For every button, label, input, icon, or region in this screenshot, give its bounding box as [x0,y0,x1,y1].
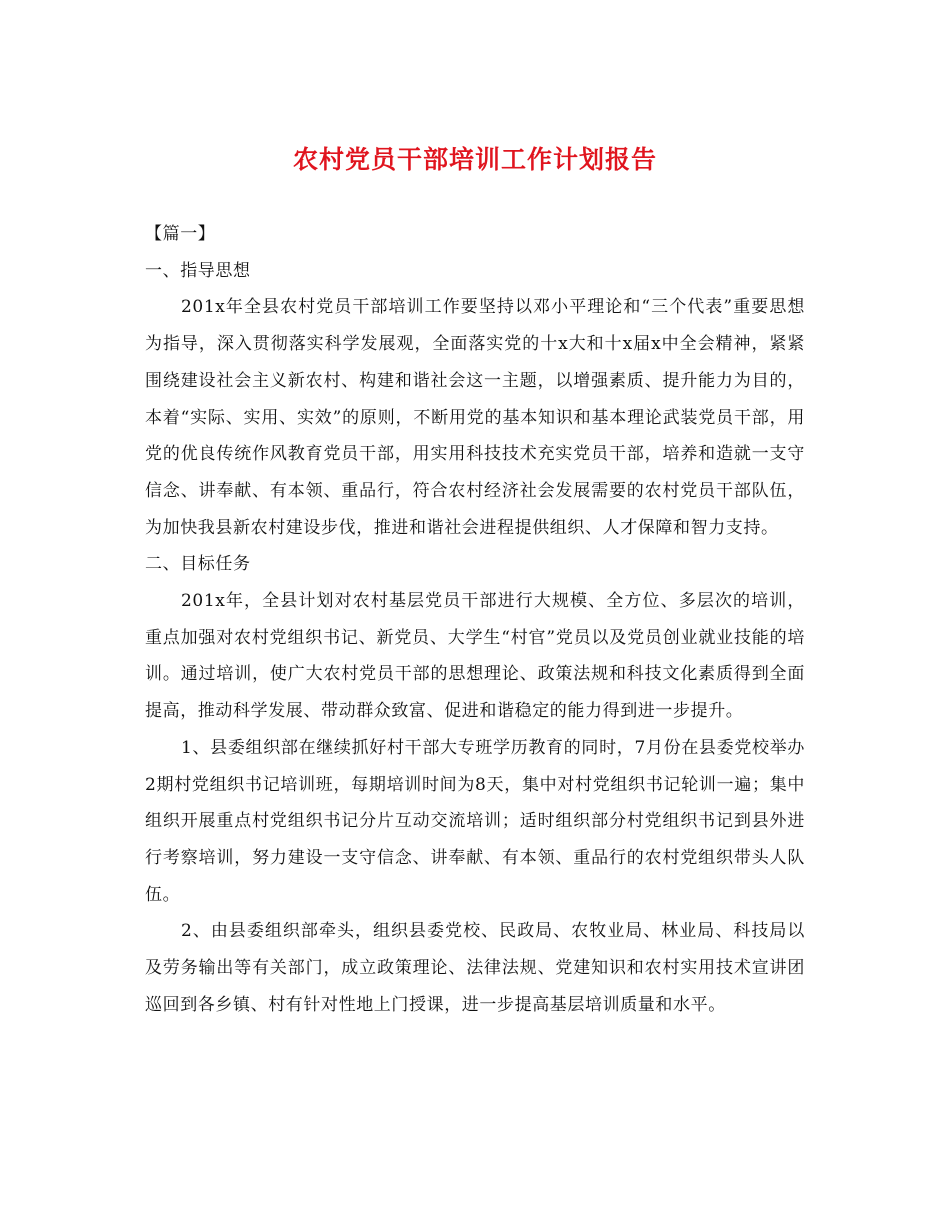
paragraph-item-2: 2、由县委组织部牵头，组织县委党校、民政局、农牧业局、林业局、科技局以及劳务输出等有关部门，成立政策理论、法律法规、党建知识和农村实用技术宣讲团巡回到各乡镇、村有针对性地上门授课，进一步提高基层培训质量和水平。 [145,921,805,1015]
paragraph-guiding-ideology: 201x年全县农村党员干部培训工作要坚持以邓小平理论和“三个代表”重要思想为指导，深入贯彻落实科学发展观，全面落实党的十x大和十x届x中全会精神，紧紧围绕建设社会主义新农村、构建和谐社会这一主题，以增强素质、提升能力为目的，本着“实际、实用、实效”的原则，不断用党的基本知识和基本理论武装党员干部，用党的优良传统作风教育党员干部，用实用科技技术充实党员干部，培养和造就一支守信念、讲奉献、有本领、重品行，符合农村经济社会发展需要的农村党员干部队伍，为加快我县新农村建设步伐，推进和谐社会进程提供组织、人才保障和智力支持。 [145,297,805,538]
paragraph-goals-tasks: 201x年，全县计划对农村基层党员干部进行大规模、全方位、多层次的培训，重点加强对农村党组织书记、新党员、大学生“村官”党员以及党员创业就业技能的培训。通过培训，使广大农村党员干部的思想理论、政策法规和科技文化素质得到全面提高，推动科学发展、带动群众致富、促进和谐稳定的能力得到进一步提升。 [145,591,805,722]
section-heading-goals-tasks: 二、目标任务 [145,554,251,575]
section-heading-guiding-ideology: 一、指导思想 [145,260,251,281]
chapter-label: 【篇一】 [145,224,216,244]
paragraph-item-1: 1、县委组织部在继续抓好村干部大专班学历教育的同时，7月份在县委党校举办2期村党组织书记培训班，每期培训时间为8天，集中对村党组织书记轮训一遍；集中组织开展重点村党组织书记分片互动交流培训；适时组织部分村党组织书记到县外进行考察培训，努力建设一支守信念、讲奉献、有本领、重品行的农村党组织带头人队伍。 [145,737,805,905]
document-title: 农村党员干部培训工作计划报告 [292,145,657,174]
document-body [145,216,805,1023]
